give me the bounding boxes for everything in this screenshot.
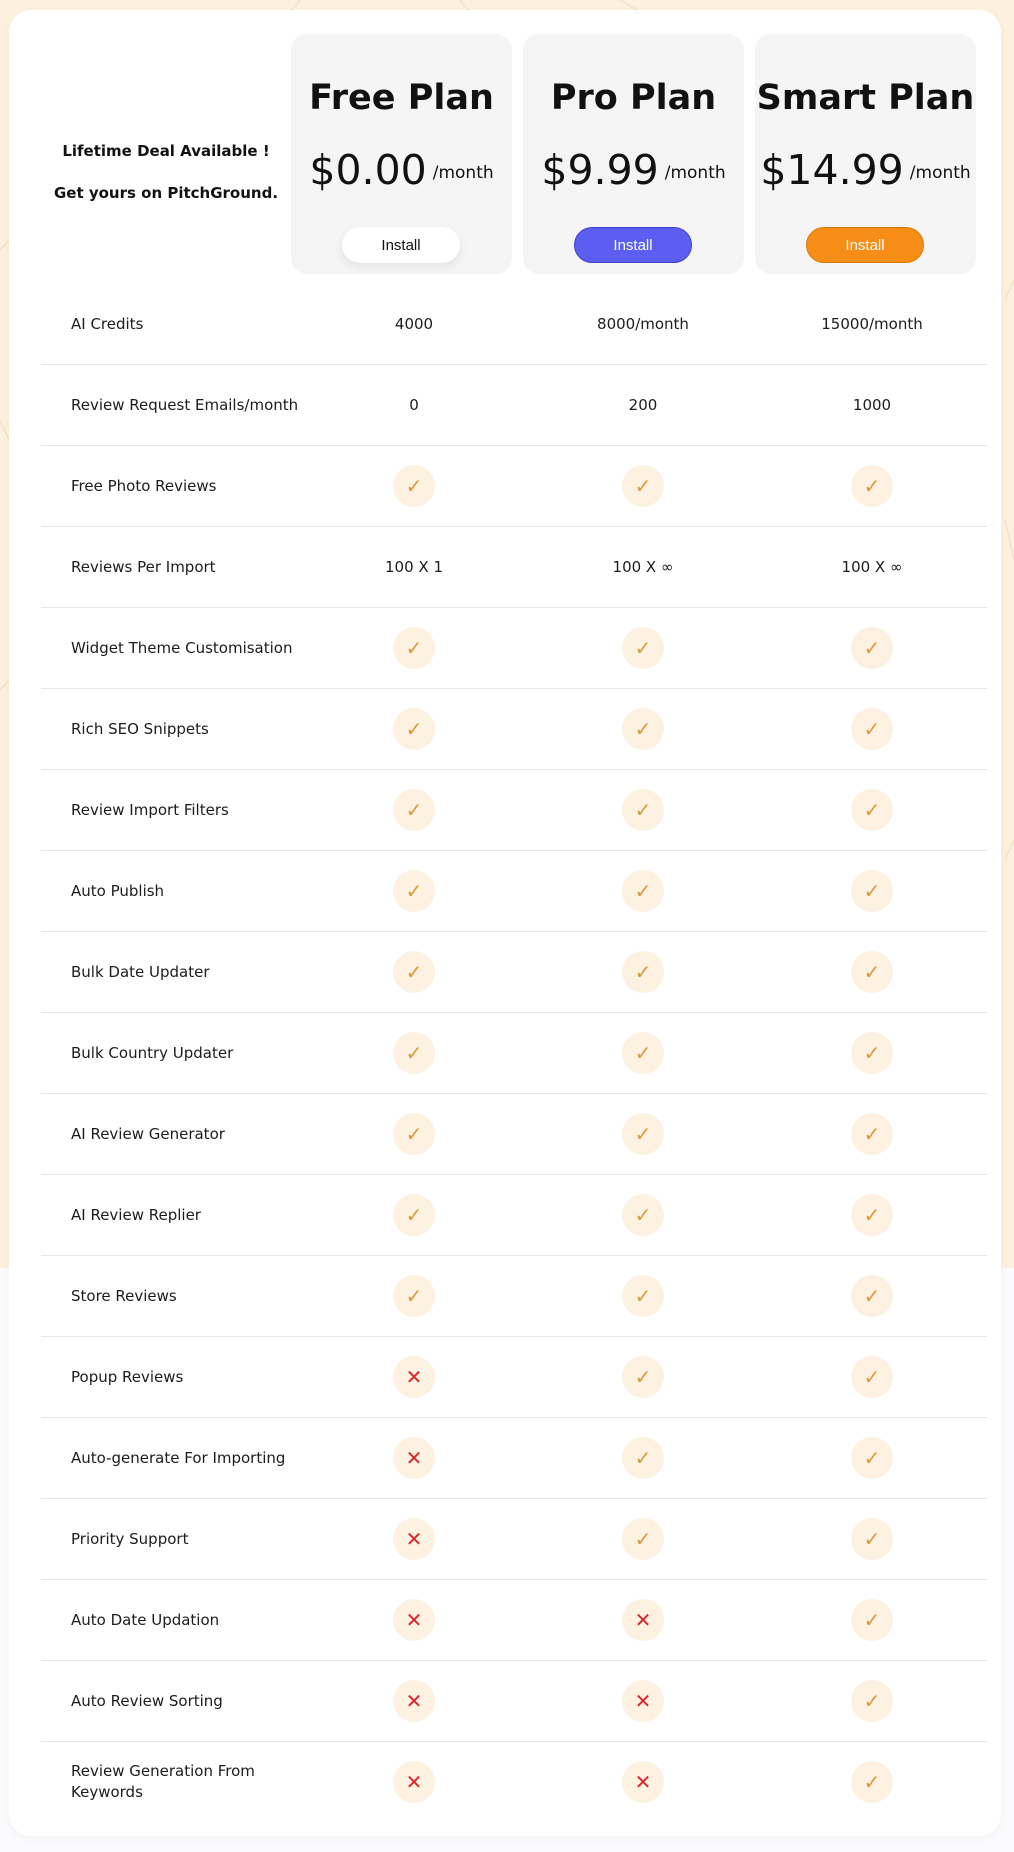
check-icon: ✓: [851, 789, 893, 831]
plan-pro: [523, 34, 744, 274]
check-icon: ✓: [622, 1275, 664, 1317]
feature-label: Store Reviews: [71, 1286, 177, 1305]
check-icon: ✓: [622, 951, 664, 993]
feature-label: Priority Support: [71, 1529, 189, 1548]
feature-cell: [563, 1418, 723, 1498]
cross-icon: ✕: [622, 1680, 664, 1722]
feature-cell: [792, 1175, 952, 1255]
feature-value: 100 X ∞: [612, 558, 674, 576]
feature-cell: [792, 932, 952, 1012]
feature-label: AI Credits: [71, 314, 144, 333]
check-icon: ✓: [622, 870, 664, 912]
feature-cell: [563, 1742, 723, 1822]
feature-cell: [334, 1742, 494, 1822]
feature-label: Auto Date Updation: [71, 1610, 220, 1629]
check-icon: ✓: [622, 1194, 664, 1236]
table-row: [41, 1337, 987, 1418]
check-icon: ✓: [393, 951, 435, 993]
feature-cell: [563, 1337, 723, 1417]
check-icon: ✓: [393, 870, 435, 912]
feature-cell: [792, 1742, 952, 1822]
table-row: [41, 527, 987, 608]
feature-cell: [334, 1013, 494, 1093]
feature-cell: [334, 608, 494, 688]
feature-cell: [563, 1661, 723, 1741]
price-value: $0.00: [309, 146, 427, 194]
check-icon: ✓: [393, 465, 435, 507]
feature-label: Bulk Country Updater: [71, 1043, 234, 1062]
table-row: [41, 1256, 987, 1337]
plan-price: [291, 146, 512, 194]
pricing-card: [9, 10, 1001, 1836]
feature-cell: [563, 1256, 723, 1336]
feature-cell: [334, 1661, 494, 1741]
cross-icon: ✕: [393, 1518, 435, 1560]
plan-name: Pro Plan: [550, 78, 717, 118]
check-icon: ✓: [851, 627, 893, 669]
feature-cell: [563, 1175, 723, 1255]
check-icon: ✓: [851, 1032, 893, 1074]
cross-icon: ✕: [622, 1761, 664, 1803]
feature-cell: [792, 770, 952, 850]
feature-value: 1000: [852, 396, 892, 414]
check-icon: ✓: [851, 1680, 893, 1722]
price-period: /month: [909, 163, 971, 183]
feature-value: 8000/month: [597, 315, 689, 333]
feature-cell: [792, 689, 952, 769]
check-icon: ✓: [622, 465, 664, 507]
feature-label: AI Review Replier: [71, 1205, 201, 1224]
feature-cell: [792, 608, 952, 688]
feature-cell: [334, 1337, 494, 1417]
feature-cell: [563, 932, 723, 1012]
feature-cell: [563, 851, 723, 931]
feature-cell: [334, 1094, 494, 1174]
feature-cell: [563, 689, 723, 769]
check-icon: ✓: [393, 1113, 435, 1155]
table-row: [41, 1013, 987, 1094]
check-icon: ✓: [393, 708, 435, 750]
feature-cell: [334, 932, 494, 1012]
feature-value: 100 X ∞: [841, 558, 903, 576]
feature-cell: [792, 446, 952, 526]
feature-label: Auto Review Sorting: [71, 1691, 223, 1710]
check-icon: ✓: [622, 1518, 664, 1560]
check-icon: ✓: [851, 1275, 893, 1317]
plan-name: Free Plan: [309, 78, 494, 118]
table-row: [41, 1580, 987, 1661]
feature-cell: [563, 608, 723, 688]
feature-cell: [334, 1418, 494, 1498]
feature-label: Review Generation From Keywords: [71, 1762, 255, 1801]
feature-cell: [792, 1418, 952, 1498]
deal-note: [41, 130, 291, 214]
plan-smart: [755, 34, 976, 274]
feature-cell: [334, 689, 494, 769]
feature-label: Auto-generate For Importing: [71, 1448, 286, 1467]
plan-name: Smart Plan: [756, 78, 975, 118]
feature-label: Bulk Date Updater: [71, 962, 210, 981]
feature-value: 200: [628, 396, 658, 414]
install-pro-button[interactable]: Install: [574, 227, 692, 263]
check-icon: ✓: [622, 1356, 664, 1398]
check-icon: ✓: [393, 789, 435, 831]
plan-price: [755, 146, 976, 194]
feature-value: 100 X 1: [385, 558, 443, 576]
check-icon: ✓: [851, 1761, 893, 1803]
feature-cell: [792, 1256, 952, 1336]
table-row: [41, 689, 987, 770]
cross-icon: ✕: [393, 1356, 435, 1398]
price-value: $9.99: [541, 146, 659, 194]
table-row: [41, 1418, 987, 1499]
feature-cell: [563, 1094, 723, 1174]
feature-cell: [792, 1580, 952, 1660]
feature-cell: [792, 1661, 952, 1741]
feature-cell: [563, 770, 723, 850]
table-row: [41, 608, 987, 689]
feature-label: Rich SEO Snippets: [71, 719, 209, 738]
check-icon: ✓: [393, 627, 435, 669]
feature-cell: [334, 446, 494, 526]
feature-cell: [563, 1580, 723, 1660]
feature-label: Popup Reviews: [71, 1367, 184, 1386]
check-icon: ✓: [622, 789, 664, 831]
cross-icon: ✕: [393, 1680, 435, 1722]
feature-cell: [792, 851, 952, 931]
feature-value: 15000/month: [821, 315, 923, 333]
plan-free: [291, 34, 512, 274]
check-icon: ✓: [393, 1275, 435, 1317]
check-icon: ✓: [851, 708, 893, 750]
check-icon: ✓: [851, 1437, 893, 1479]
price-period: /month: [432, 163, 494, 183]
check-icon: ✓: [851, 1194, 893, 1236]
feature-cell: [334, 1175, 494, 1255]
check-icon: ✓: [622, 1437, 664, 1479]
check-icon: ✓: [851, 951, 893, 993]
table-row: [41, 1661, 987, 1742]
table-row: [41, 932, 987, 1013]
table-row: [41, 1742, 987, 1822]
check-icon: ✓: [622, 708, 664, 750]
check-icon: ✓: [851, 465, 893, 507]
feature-cell: [334, 1580, 494, 1660]
table-row: [41, 365, 987, 446]
check-icon: ✓: [851, 1518, 893, 1560]
feature-cell: [334, 1499, 494, 1579]
feature-cell: [334, 851, 494, 931]
feature-cell: [334, 770, 494, 850]
cross-icon: ✕: [393, 1437, 435, 1479]
feature-cell: [792, 1499, 952, 1579]
feature-cell: [563, 446, 723, 526]
feature-cell: [334, 1256, 494, 1336]
table-row: [41, 770, 987, 851]
feature-cell: [563, 1499, 723, 1579]
check-icon: ✓: [851, 1356, 893, 1398]
cross-icon: ✕: [393, 1599, 435, 1641]
install-smart-button[interactable]: Install: [806, 227, 924, 263]
feature-value: 0: [409, 396, 419, 414]
deal-line-1: Lifetime Deal Available !: [62, 142, 270, 160]
check-icon: ✓: [622, 1113, 664, 1155]
feature-label: AI Review Generator: [71, 1124, 225, 1143]
table-row: [41, 446, 987, 527]
price-period: /month: [664, 163, 726, 183]
check-icon: ✓: [393, 1032, 435, 1074]
deal-line-2: Get yours on PitchGround.: [53, 184, 279, 202]
feature-table: [41, 284, 987, 1822]
table-row: [41, 1175, 987, 1256]
plan-price: [523, 146, 744, 194]
cross-icon: ✕: [393, 1761, 435, 1803]
check-icon: ✓: [851, 1599, 893, 1641]
table-row: [41, 1094, 987, 1175]
price-value: $14.99: [760, 146, 904, 194]
feature-label: Review Request Emails/month: [71, 395, 299, 414]
check-icon: ✓: [851, 870, 893, 912]
check-icon: ✓: [393, 1194, 435, 1236]
table-row: [41, 284, 987, 365]
feature-label: Reviews Per Import: [71, 557, 216, 576]
install-free-button[interactable]: Install: [342, 227, 460, 263]
table-row: [41, 851, 987, 932]
feature-cell: [792, 1337, 952, 1417]
table-row: [41, 1499, 987, 1580]
feature-label: Widget Theme Customisation: [71, 638, 293, 657]
feature-label: Auto Publish: [71, 881, 165, 900]
cross-icon: ✕: [622, 1599, 664, 1641]
feature-value: 4000: [394, 315, 434, 333]
feature-cell: [563, 1013, 723, 1093]
check-icon: ✓: [622, 1032, 664, 1074]
check-icon: ✓: [851, 1113, 893, 1155]
feature-cell: [792, 1013, 952, 1093]
feature-label: Review Import Filters: [71, 800, 229, 819]
check-icon: ✓: [622, 627, 664, 669]
feature-cell: [792, 1094, 952, 1174]
feature-label: Free Photo Reviews: [71, 476, 217, 495]
